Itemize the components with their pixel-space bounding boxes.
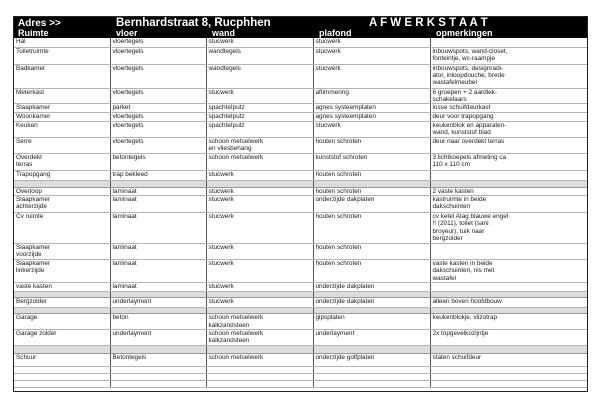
wand-cell — [206, 380, 313, 387]
table-row — [14, 366, 587, 373]
finishing-table-body — [14, 38, 587, 387]
vloer-value: vloertegels — [112, 88, 144, 96]
wand-value: stucwerk — [208, 170, 234, 178]
opmerkingen-cell — [430, 187, 587, 195]
wand-cell — [206, 314, 313, 330]
ruimte-cell — [14, 38, 110, 47]
ruimte-value: Garage — [16, 314, 38, 322]
ruimte-cell — [14, 88, 110, 104]
table-row — [14, 353, 587, 366]
vloer-cell — [110, 153, 206, 170]
opmerkingen-value: 6 groepen + 2 aardlek- schakelaars — [432, 88, 497, 103]
opmerkingen-value: kastruimte in beide dakschuinten — [432, 195, 487, 211]
ruimte-cell — [14, 47, 110, 64]
vloer-value: underlayment — [112, 329, 152, 337]
wand-value: stucwerk — [208, 187, 234, 195]
opmerkingen-value: staten schuifdeur — [432, 353, 482, 361]
vloer-cell — [110, 353, 206, 366]
wand-value: wandtegels — [208, 47, 241, 55]
separator-cell — [110, 345, 206, 353]
wand-value: stucwerk — [208, 212, 234, 220]
vloer-value: trap bekleed — [112, 170, 148, 178]
column-header-plafond: plafond — [319, 28, 352, 38]
opmerkingen-cell — [430, 195, 587, 212]
wand-value: spachteIputz — [208, 104, 245, 112]
plafond-cell — [313, 259, 430, 282]
vloer-value: vloertegels — [112, 137, 144, 145]
plafond-value: aftimmering — [315, 88, 349, 96]
ruimte-value: Slaapkamer linkerzijde — [16, 259, 51, 275]
ruimte-cell — [14, 380, 110, 387]
ruimte-value: Serre — [16, 137, 32, 145]
vloer-cell — [110, 38, 206, 47]
vloer-value: Betontegels — [112, 353, 147, 361]
vloer-cell — [110, 366, 206, 373]
vloer-cell — [110, 104, 206, 113]
vloer-value: laminaat — [112, 195, 137, 203]
ruimte-cell — [14, 104, 110, 113]
vloer-cell — [110, 47, 206, 64]
ruimte-cell — [14, 170, 110, 180]
ruimte-cell — [14, 353, 110, 366]
table-row — [14, 170, 587, 180]
wand-value: schoon metselwerk en vliesbehang — [208, 137, 264, 153]
vloer-cell — [110, 283, 206, 292]
wand-cell — [206, 259, 313, 282]
plafond-cell — [313, 88, 430, 104]
separator-cell — [14, 345, 110, 353]
opmerkingen-value: inbouwspots, wand-closet, fonteintje, wc-raampje — [432, 47, 508, 62]
plafond-cell — [313, 243, 430, 259]
separator-cell — [14, 180, 110, 187]
ruimte-value: Slaapkamer achterzijde — [16, 195, 51, 211]
opmerkingen-cell — [430, 353, 587, 366]
ruimte-value: Woonkamer — [16, 113, 51, 121]
ruimte-value: Trapopgang — [16, 170, 51, 178]
opmerkingen-value: cv ketel Atag blauwe engel !! (2011), toilet (sani broyeur), tuik naar bergzolder — [432, 212, 509, 243]
plafond-value: onderzijde dakplaten — [315, 298, 375, 306]
table-row — [14, 243, 587, 259]
separator-cell — [110, 180, 206, 187]
adres-label: Adres >> — [18, 18, 61, 29]
ruimte-value: Overloop — [16, 187, 42, 195]
separator-cell — [313, 345, 430, 353]
ruimte-value: vaste kasten — [16, 283, 52, 291]
vloer-value: underlayment — [112, 298, 152, 306]
wand-cell — [206, 329, 313, 345]
plafond-value: kunststof schroten — [315, 153, 368, 161]
vloer-value: parket — [112, 104, 131, 112]
vloer-cell — [110, 187, 206, 195]
plafond-value: agnes systeemplaten — [315, 113, 376, 121]
section-separator — [14, 180, 587, 187]
plafond-value: stucwerk — [315, 121, 341, 129]
ruimte-cell — [14, 64, 110, 88]
separator-cell — [206, 180, 313, 187]
vloer-cell — [110, 88, 206, 104]
opmerkingen-cell — [430, 243, 587, 259]
plafond-cell — [313, 38, 430, 47]
wand-value: stucwerk — [208, 298, 234, 306]
ruimte-cell — [14, 314, 110, 330]
table-row — [14, 88, 587, 104]
opmerkingen-cell — [430, 121, 587, 137]
plafond-cell — [313, 212, 430, 243]
opmerkingen-value: vaste kasten in beide dakschuinten, nis met wastafel — [432, 259, 495, 282]
ruimte-cell — [14, 153, 110, 170]
ruimte-value: Cv ruimte — [16, 212, 44, 220]
vloer-value: beton — [112, 314, 129, 322]
plafond-value: gipsplaten — [315, 314, 345, 322]
opmerkingen-cell — [430, 298, 587, 308]
table-row — [14, 212, 587, 243]
plafond-value: underlayment — [315, 329, 355, 337]
vloer-cell — [110, 373, 206, 380]
plafond-cell — [313, 380, 430, 387]
plafond-cell — [313, 121, 430, 137]
column-header-vloer: vloer — [116, 28, 138, 38]
separator-cell — [430, 180, 587, 187]
ruimte-value: Slaapkamer — [16, 104, 51, 112]
opmerkingen-cell — [430, 113, 587, 121]
ruimte-value: Garage zolder — [16, 329, 57, 337]
opmerkingen-cell — [430, 38, 587, 47]
ruimte-value: Badkamer — [16, 64, 46, 72]
table-row — [14, 380, 587, 387]
vloer-value: vloertegels — [112, 64, 144, 72]
separator-cell — [313, 180, 430, 187]
vloer-cell — [110, 121, 206, 137]
separator-cell — [430, 345, 587, 353]
plafond-cell — [313, 314, 430, 330]
ruimte-cell — [14, 298, 110, 308]
afwerkstaat-sheet — [13, 16, 588, 392]
vloer-value: laminaat — [112, 283, 137, 291]
ruimte-cell — [14, 329, 110, 345]
plafond-cell — [313, 170, 430, 180]
vloer-value: vloertegels — [112, 38, 144, 45]
ruimte-cell — [14, 259, 110, 282]
ruimte-value: Bergzolder — [16, 298, 47, 306]
ruimte-cell — [14, 187, 110, 195]
wand-value: wandtegels — [208, 64, 241, 72]
wand-value: spachteIputz — [208, 113, 245, 121]
vloer-cell — [110, 212, 206, 243]
opmerkingen-value: deur naar overdekt terras — [432, 137, 505, 145]
vloer-value: laminaat — [112, 259, 137, 267]
opmerkingen-value: 2x topgevelkozijntje — [432, 329, 489, 337]
opmerkingen-cell — [430, 47, 587, 64]
ruimte-cell — [14, 212, 110, 243]
plafond-value: houten schroten — [315, 187, 362, 195]
wand-value: schoon metselwerk kalkzandsteen — [208, 329, 264, 345]
wand-value: schoon metselwerk — [208, 153, 264, 161]
plafond-cell — [313, 195, 430, 212]
table-row — [14, 373, 587, 380]
wand-value: schoon metselwerk — [208, 353, 264, 361]
plafond-value: stucwerk — [315, 64, 341, 72]
opmerkingen-cell — [430, 137, 587, 153]
column-header-wand: wand — [212, 28, 236, 38]
table-row — [14, 38, 587, 47]
table-row — [14, 329, 587, 345]
wand-value: schoon metselwerk kalkzandsteen — [208, 314, 264, 329]
separator-cell — [206, 345, 313, 353]
vloer-cell — [110, 259, 206, 282]
wand-value: stucwerk — [208, 259, 234, 267]
opmerkingen-cell — [430, 314, 587, 330]
ruimte-value: Keuken — [16, 121, 38, 129]
ruimte-cell — [14, 121, 110, 137]
vloer-value: laminaat — [112, 243, 137, 251]
wand-cell — [206, 195, 313, 212]
vloer-cell — [110, 329, 206, 345]
wand-value: stucwerk — [208, 195, 234, 203]
address-text: Bernhardstraat 8, Rucphhen — [116, 17, 271, 29]
document-title: A F W E R K S T A A T — [369, 17, 488, 29]
ruimte-value: Slaapkamer voorzijde — [16, 243, 51, 259]
plafond-value: houten schroten — [315, 137, 362, 145]
plafond-value: onderzijde golfplaten — [315, 353, 375, 361]
vloer-cell — [110, 113, 206, 121]
table-row — [14, 298, 587, 308]
plafond-cell — [313, 329, 430, 345]
ruimte-value: Hal — [16, 38, 26, 45]
plafond-cell — [313, 113, 430, 121]
plafond-cell — [313, 47, 430, 64]
opmerkingen-cell — [430, 153, 587, 170]
plafond-cell — [313, 153, 430, 170]
opmerkingen-value: alleen boven hoofdbouw — [432, 298, 502, 306]
wand-value: stucwerk — [208, 88, 234, 96]
opmerkingen-cell — [430, 64, 587, 88]
ruimte-cell — [14, 195, 110, 212]
plafond-cell — [313, 353, 430, 366]
column-header-ruimte: Ruimte — [18, 28, 49, 38]
wand-cell — [206, 187, 313, 195]
wand-cell — [206, 113, 313, 121]
plafond-cell — [313, 366, 430, 373]
vloer-value: laminaat — [112, 187, 137, 195]
wand-cell — [206, 64, 313, 88]
ruimte-cell — [14, 137, 110, 153]
vloer-value: betontegels — [112, 153, 146, 161]
ruimte-cell — [14, 243, 110, 259]
opmerkingen-value: keukenblokje, vlizotrap — [432, 314, 498, 322]
plafond-cell — [313, 137, 430, 153]
opmerkingen-value: 3 lichtkoepels afmeting ca 110 x 110 cm — [432, 153, 507, 168]
table-row — [14, 153, 587, 170]
table-row — [14, 104, 587, 113]
vloer-cell — [110, 170, 206, 180]
table-row — [14, 64, 587, 88]
ruimte-value: Meterkast — [16, 88, 45, 96]
opmerkingen-cell — [430, 88, 587, 104]
ruimte-cell — [14, 283, 110, 292]
table-row — [14, 187, 587, 195]
wand-cell — [206, 47, 313, 64]
opmerkingen-cell — [430, 170, 587, 180]
table-row — [14, 137, 587, 153]
wand-value: spachteIputz — [208, 121, 245, 129]
wand-cell — [206, 353, 313, 366]
plafond-cell — [313, 298, 430, 308]
plafond-value: houten schroten — [315, 170, 362, 178]
wand-value: stucwerk — [208, 243, 234, 251]
wand-cell — [206, 283, 313, 292]
plafond-value: houten schroten — [315, 259, 362, 267]
wand-cell — [206, 212, 313, 243]
table-row — [14, 314, 587, 330]
plafond-value: houten schroten — [315, 212, 362, 220]
opmerkingen-cell — [430, 259, 587, 282]
wand-value: stucwerk — [208, 283, 234, 291]
ruimte-value: Overdekt terras — [16, 153, 42, 168]
opmerkingen-cell — [430, 283, 587, 292]
opmerkingen-value: keukenblok en apparaten- wand, kunststof blad — [432, 121, 507, 137]
table-row — [14, 283, 587, 292]
vloer-cell — [110, 64, 206, 88]
plafond-cell — [313, 283, 430, 292]
plafond-value: stucwerk — [315, 38, 341, 45]
opmerkingen-cell — [430, 329, 587, 345]
opmerkingen-value: 2 vaste kasten — [432, 187, 474, 195]
ruimte-cell — [14, 113, 110, 121]
plafond-cell — [313, 187, 430, 195]
section-separator — [14, 345, 587, 353]
wand-cell — [206, 137, 313, 153]
ruimte-value: Schuur — [16, 353, 37, 361]
opmerkingen-cell — [430, 380, 587, 387]
table-row — [14, 113, 587, 121]
plafond-value: onderzijde dakplaten — [315, 195, 375, 203]
opmerkingen-cell — [430, 212, 587, 243]
table-row — [14, 259, 587, 282]
opmerkingen-value: inbouwspots, designradi- ator, inloopdouche, brede wastafelmeubel — [432, 64, 505, 87]
wand-cell — [206, 88, 313, 104]
opmerkingen-value: losse schuifdeurkast — [432, 104, 491, 112]
table-row — [14, 47, 587, 64]
vloer-cell — [110, 380, 206, 387]
plafond-cell — [313, 373, 430, 380]
plafond-value: stucwerk — [315, 47, 341, 55]
ruimte-value: Toiletruimte — [16, 47, 49, 55]
column-header-opmerkingen: opmerkingen — [436, 28, 493, 38]
opmerkingen-cell — [430, 373, 587, 380]
wand-cell — [206, 298, 313, 308]
wand-cell — [206, 170, 313, 180]
wand-cell — [206, 121, 313, 137]
vloer-value: vloertegels — [112, 113, 144, 121]
plafond-value: houten schroten — [315, 243, 362, 251]
table-row — [14, 195, 587, 212]
wand-cell — [206, 373, 313, 380]
wand-cell — [206, 153, 313, 170]
table-row — [14, 121, 587, 137]
plafond-cell — [313, 104, 430, 113]
vloer-cell — [110, 137, 206, 153]
wand-cell — [206, 243, 313, 259]
opmerkingen-value: deur voor trapopgang — [432, 113, 494, 121]
plafond-value: onderzijde dakplaten — [315, 283, 375, 291]
opmerkingen-cell — [430, 366, 587, 373]
vloer-cell — [110, 243, 206, 259]
plafond-cell — [313, 64, 430, 88]
ruimte-cell — [14, 366, 110, 373]
wand-value: stucwerk — [208, 38, 234, 45]
wand-cell — [206, 38, 313, 47]
header-bar — [14, 17, 587, 38]
wand-cell — [206, 104, 313, 113]
wand-cell — [206, 366, 313, 373]
finishing-table — [14, 38, 587, 388]
plafond-value: agnes systeemplaten — [315, 104, 376, 112]
vloer-cell — [110, 314, 206, 330]
vloer-cell — [110, 298, 206, 308]
opmerkingen-cell — [430, 104, 587, 113]
vloer-value: vloertegels — [112, 47, 144, 55]
ruimte-cell — [14, 373, 110, 380]
vloer-value: laminaat — [112, 212, 137, 220]
vloer-cell — [110, 195, 206, 212]
vloer-value: vloertegels — [112, 121, 144, 129]
